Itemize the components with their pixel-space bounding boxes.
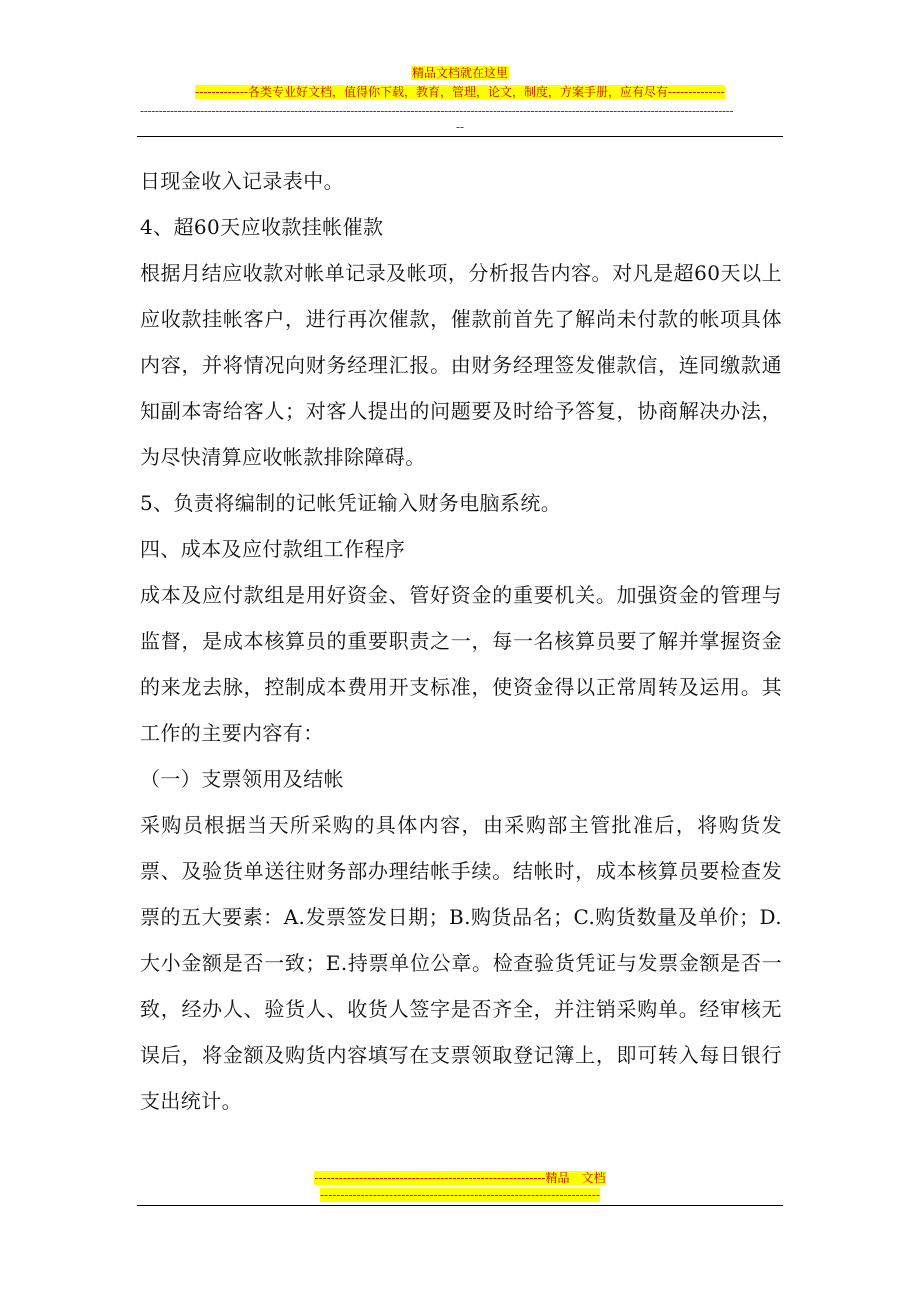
section-heading-cost-payables: 四、成本及应付款组工作程序 (140, 537, 406, 561)
body-paragraph: 成本及应付款组是用好资金、管好资金的重要机关。加强资金的管理与监督，是成本核算员的重要职责之一，每一名核算员要了解并掌握资金的来龙去脉，控制成本费用开支标准，使资金得以正常周转及运用。其工作的主要内容有： (140, 583, 782, 745)
footer-line-1 (0, 1170, 920, 1186)
header-subtitle-text: -------------各类专业好文档，值得你下载，教育，管理，论文，制度，方案手册，应有尽有-------------- (195, 85, 725, 99)
footer-divider (137, 1205, 783, 1206)
section-item-data-entry: 5、负责将编制的记帐凭证输入财务电脑系统。 (140, 491, 562, 515)
document-body (140, 158, 782, 1124)
subsection-heading-cheque: （一）支票领用及结帐 (140, 767, 344, 791)
footer-line-1-text: ---------------------------------------------------------精品 文档 (314, 1171, 606, 1185)
header-title-text: 精品文档就在这里 (411, 66, 508, 80)
body-paragraph: 根据月结应收款对帐单记录及帐项，分析报告内容。对凡是超60天以上应收款挂帐客户，进行再次催款，催款前首先了解尚未付款的帐项具体内容，并将情况向财务经理汇报。由财务经理签发催款信，连同缴款通知副本寄给客人；对客人提出的问题要及时给予答复，协商解决办法，为尽快清算应收帐款排除障碍。 (140, 261, 782, 469)
header-divider (137, 136, 783, 137)
footer-line-2 (0, 1187, 920, 1203)
header-dash-tail: -- (455, 120, 465, 134)
footer-line-2-text: --------------------------------------------------------------------- (320, 1188, 600, 1202)
section-heading-overdue-collection: 4、超60天应收款挂帐催款 (140, 215, 384, 239)
body-paragraph: 日现金收入记录表中。 (140, 169, 344, 193)
header-subtitle (0, 84, 920, 100)
header-dash-line: -------------------------------------------------------------------------------------------------------------------------------------------------------------- (140, 104, 734, 118)
body-paragraph: 采购员根据当天所采购的具体内容，由采购部主管批准后，将购货发票、及验货单送往财务部办理结帐手续。结帐时，成本核算员要检查发票的五大要素：A.发票签发日期；B.购货品名；C.购货数量及单价；D.大小金额是否一致；E.持票单位公章。检查验货凭证与发票金额是否一致，经办人、验货人、收货人签字是否齐全，并注销采购单。经审核无误后，将金额及购货内容填写在支票领取登记簿上，即可转入每日银行支出统计。 (140, 813, 782, 1113)
header-title (0, 65, 920, 81)
